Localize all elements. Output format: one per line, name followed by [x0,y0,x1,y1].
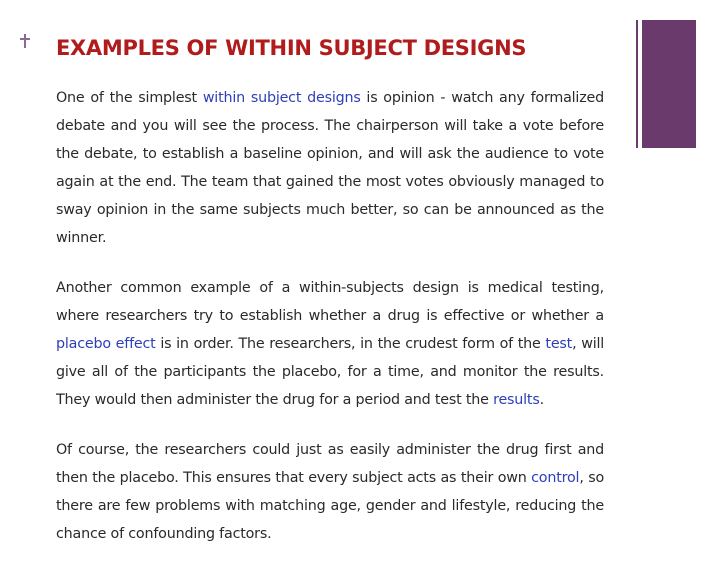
link-control[interactable]: control [531,470,580,486]
paragraph-text: , will give all of the participants the placebo, for a time, and monitor the results. They would then administer the drug for a period and test the [56,336,605,408]
paragraph-3 [56,436,604,548]
paragraph-text: . [539,392,544,408]
link-test[interactable]: test [545,336,573,352]
link-results[interactable]: results [493,392,540,408]
link-within-subject-designs[interactable]: within subject designs [202,90,361,106]
paragraph-text: Another common example of a within-subjects design is medical testing, where researchers try to establish whether a drug is effective or whether a [56,280,604,324]
link-placebo-effect[interactable]: placebo effect [56,336,156,352]
paragraph-text: One of the simplest [56,90,203,106]
paragraph-text: Of course, the researchers could just as easily administer the drug first and then the placebo. This ensures that every subject acts as their own [56,442,604,486]
paragraph-1 [56,84,604,252]
paragraph-text: , so there are few problems with matching age, gender and lifestyle, reducing the chance of confounding factors. [56,470,604,542]
decorative-line [636,20,638,148]
paragraph-text: is opinion - watch any formalized debate and you will see the process. The chairperson will take a vote before the debate, to establish a baseline opinion, and will ask the audience to vote again at the end. The team that gained the most votes obviously managed to sway opinion in the same subjects much better, so can be announced as the winner. [56,90,604,246]
slide-title: EXAMPLES OF WITHIN SUBJECT DESIGNS [56,36,527,60]
decorative-bar [642,20,696,148]
plus-icon [20,34,32,46]
paragraph-2 [56,274,604,414]
paragraph-text: is in order. The researchers, in the crudest form of the [155,336,546,352]
slide-body [56,84,604,570]
